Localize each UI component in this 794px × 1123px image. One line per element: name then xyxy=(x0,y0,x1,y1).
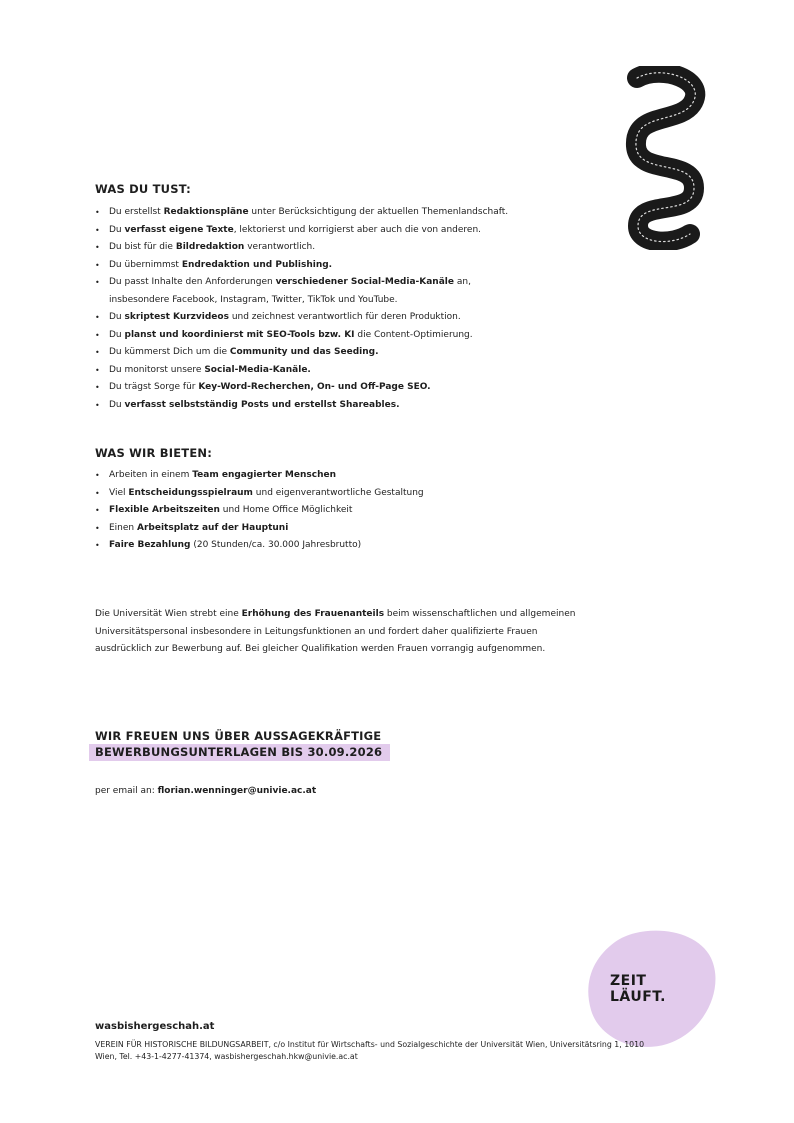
list-item-pre: Du kümmerst Dich um die xyxy=(109,347,230,357)
list-item-bold: Endredaktion und Publishing. xyxy=(181,259,333,270)
list-item-pre: Du trägst Sorge für xyxy=(109,382,199,392)
list-item-post: , lektorierst und korrigierst aber auch die von anderen. xyxy=(233,224,482,235)
equality-statement xyxy=(95,606,595,659)
list-item-bold: planst und koordinierst mit SEO-Tools bzw. KI xyxy=(124,329,355,340)
list-item-bold: Bildredaktion xyxy=(175,242,245,252)
list-item-pre: Du passt Inhalte den Anforderungen xyxy=(109,277,276,287)
list-item-post: (20 Stunden/ca. 30.000 Jahresbrutto) xyxy=(190,540,362,550)
list-item xyxy=(95,344,508,362)
wave-logo-icon xyxy=(622,66,712,250)
list-item-pre: Du monitorst unsere xyxy=(109,364,205,375)
email-address-link[interactable]: florian.wenninger@univie.ac.at xyxy=(157,786,317,796)
list-item-bold: Entscheidungsspielraum xyxy=(128,487,253,498)
list-item xyxy=(95,257,508,275)
list-item xyxy=(95,309,508,327)
list-item xyxy=(95,292,508,310)
list-item-pre: Du xyxy=(109,312,125,322)
para-pre: Die Universität Wien strebt eine xyxy=(95,609,242,619)
list-item-bold: Key-Word-Recherchen, On- und Off-Page SEO. xyxy=(198,382,431,392)
list-item-pre: Arbeiten in einem xyxy=(109,470,193,480)
footer-address-rest: c/o Institut für Wirtschafts- und Sozialgeschichte der Universität Wien, Universitätsring 1, 1010 Wien, Tel. +43-1-4277-41374, wasbishergeschah.hkw@univie.ac.at xyxy=(95,1040,645,1061)
list-item-pre: insbesondere Facebook, Instagram, Twitter, TikTok und YouTube. xyxy=(109,294,398,305)
list-item-bold: Arbeitsplatz auf der Hauptuni xyxy=(137,522,289,533)
list-item-bold: Community und das Seeding. xyxy=(229,347,379,357)
list-item-bold: Redaktionspläne xyxy=(163,207,249,217)
list-item xyxy=(95,397,508,415)
list-item-pre: Du xyxy=(109,399,125,410)
list-item-post: die Content-Optimierung. xyxy=(354,329,473,340)
list-item xyxy=(95,537,424,555)
list-item-pre: Einen xyxy=(109,522,137,533)
list-item-bold: verfasst selbstständig Posts und erstellst Shareables. xyxy=(124,399,400,410)
list-item-pre: Du erstellst xyxy=(109,207,164,217)
list-item-post: an, xyxy=(453,277,471,287)
email-label: per email an: xyxy=(95,786,158,796)
list-item xyxy=(95,274,508,292)
footer-org: VEREIN FÜR HISTORISCHE BILDUNGSARBEIT, xyxy=(95,1040,271,1049)
offer-list xyxy=(95,467,424,555)
list-item xyxy=(95,362,508,380)
footer-website-link[interactable]: wasbishergeschah.at xyxy=(95,1021,215,1032)
list-item xyxy=(95,520,424,538)
footer-address xyxy=(95,1039,655,1063)
list-item xyxy=(95,222,508,240)
list-item-post: verantwortlich. xyxy=(244,242,316,252)
list-item-pre: Viel xyxy=(109,487,129,498)
badge-line-1: ZEIT xyxy=(610,973,647,989)
para-bold: Erhöhung des Frauenanteils xyxy=(241,609,385,619)
cta-line-1: WIR FREUEN UNS ÜBER AUSSAGEKRÄFTIGE xyxy=(95,729,382,743)
list-item-pre: Du übernimmst xyxy=(109,259,182,270)
list-item xyxy=(95,379,508,397)
list-item-bold: Faire Bezahlung xyxy=(109,540,191,550)
list-item-bold: skriptest Kurzvideos xyxy=(124,312,229,322)
list-item-bold: Flexible Arbeitszeiten xyxy=(109,505,220,515)
para-post: beim wissenschaftlichen und allgemeinen Universitätspersonal insbesondere in Leitungsfunktionen an und fordert daher qualifizierte Frauen ausdrücklich zur Bewerbung auf. Bei gleicher Qualifikation werden Frauen vorrangig aufgenommen. xyxy=(95,609,576,654)
list-item xyxy=(95,239,508,257)
list-item xyxy=(95,327,508,345)
list-item-post: und eigenverantwortliche Gestaltung xyxy=(252,487,424,498)
list-item-bold: Social-Media-Kanäle. xyxy=(204,364,311,375)
list-item xyxy=(95,467,424,485)
list-item-pre: Du xyxy=(109,224,125,235)
list-item xyxy=(95,204,508,222)
task-list xyxy=(95,204,508,414)
section-title-tasks: WAS DU TUST: xyxy=(95,182,191,196)
cta-deadline-highlight: BEWERBUNGSUNTERLAGEN BIS 30.09.2026 xyxy=(89,744,390,761)
list-item-bold: Team engagierter Menschen xyxy=(192,470,337,480)
list-item-bold: verschiedener Social-Media-Kanäle xyxy=(275,277,454,287)
list-item-bold: verfasst eigene Texte xyxy=(124,224,234,235)
list-item-post: unter Berücksichtigung der aktuellen Themenlandschaft. xyxy=(248,207,509,217)
list-item-pre: Du bist für die xyxy=(109,242,176,252)
email-line xyxy=(95,786,316,796)
badge-line-2: LÄUFT. xyxy=(610,989,666,1005)
list-item xyxy=(95,502,424,520)
badge-text xyxy=(610,973,666,1005)
list-item-post: und Home Office Möglichkeit xyxy=(219,505,353,515)
list-item-post: und zeichnest verantwortlich für deren Produktion. xyxy=(228,312,461,322)
list-item-pre: Du xyxy=(109,329,125,340)
section-title-offer: WAS WIR BIETEN: xyxy=(95,446,213,460)
list-item xyxy=(95,485,424,503)
